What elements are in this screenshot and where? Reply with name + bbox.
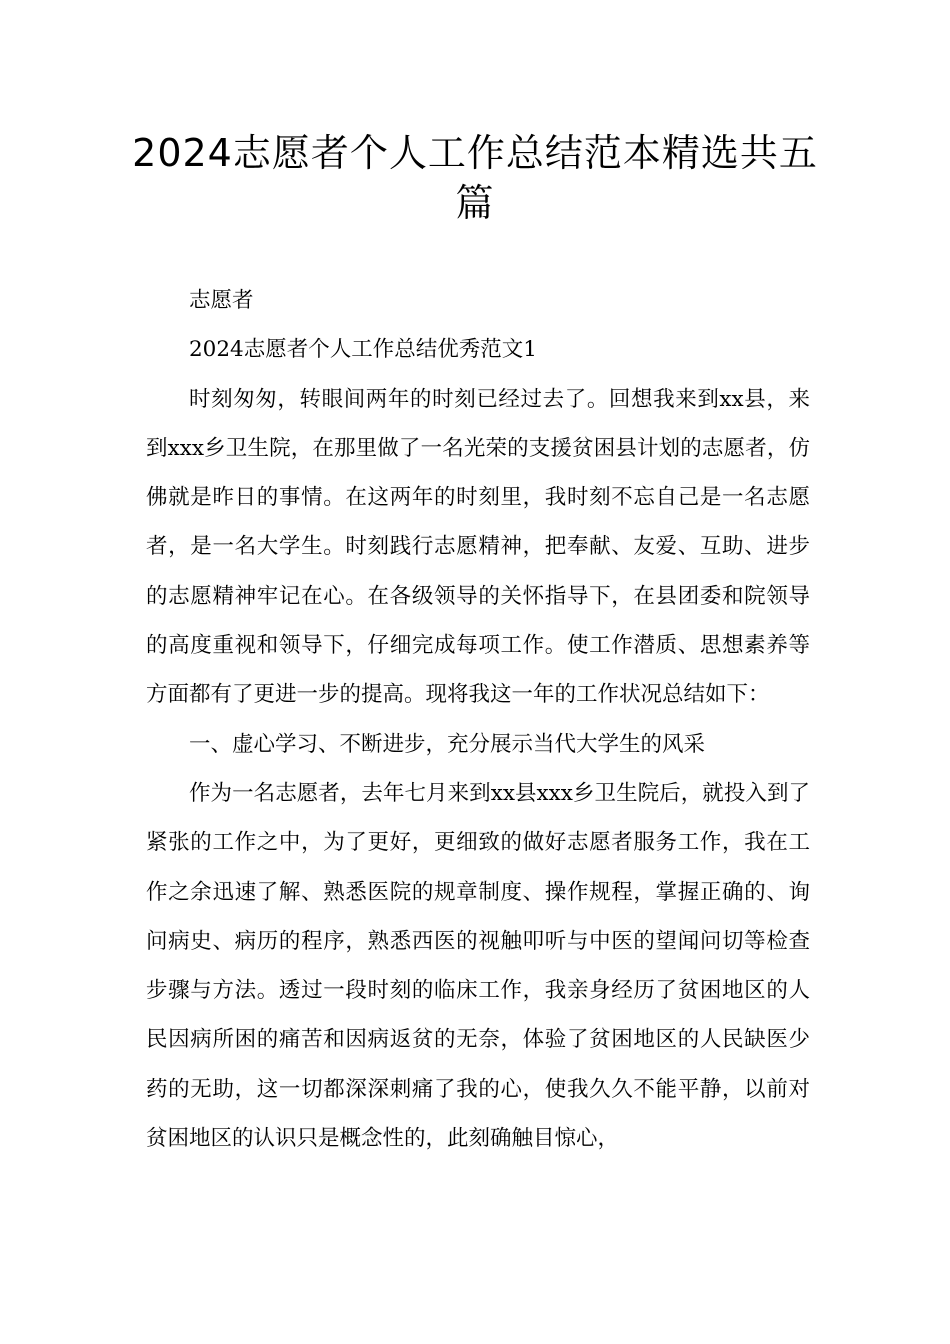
article-heading: 2024志愿者个人工作总结优秀范文1 (189, 337, 537, 363)
body-paragraph: 作为一名志愿者，去年七月来到xx县xxx乡卫生院后，就投入到了紧张的工作之中，为了更好，更细致的做好志愿者服务工作，我在工作之余迅速了解、熟悉医院的规章制度、操作规程，掌握正确的、询问病史、病历的程序，熟悉西医的视触叩听与中医的望闻问切等检查步骤与方法。透过一段时刻的临床工作，我亲身经历了贫困地区的人民因病所困的痛苦和因病返贫的无奈，体验了贫困地区的人民缺医少药的无助，这一切都深深刺痛了我的心，使我久久不能平静，以前对贫困地区的认识只是概念性的，此刻确触目惊心， (146, 780, 810, 1152)
section-heading: 一、虚心学习、不断进步，充分展示当代大学生的风采 (189, 731, 706, 757)
document-body (146, 276, 810, 1163)
body-paragraph: 时刻匆匆，转眼间两年的时刻已经过去了。回想我来到xx县，来到xxx乡卫生院，在那里做了一名光荣的支援贫困县计划的志愿者，仿佛就是昨日的事情。在这两年的时刻里，我时刻不忘自己是一名志愿者，是一名大学生。时刻践行志愿精神，把奉献、友爱、互助、进步的志愿精神牢记在心。在各级领导的关怀指导下，在县团委和院领导的高度重视和领导下，仔细完成每项工作。使工作潜质、思想素养等方面都有了更进一步的提高。现将我这一年的工作状况总结如下： (146, 386, 810, 708)
document-title: 2024志愿者个人工作总结范本精选共五篇 (132, 131, 818, 225)
section-label: 志愿者 (189, 288, 254, 313)
